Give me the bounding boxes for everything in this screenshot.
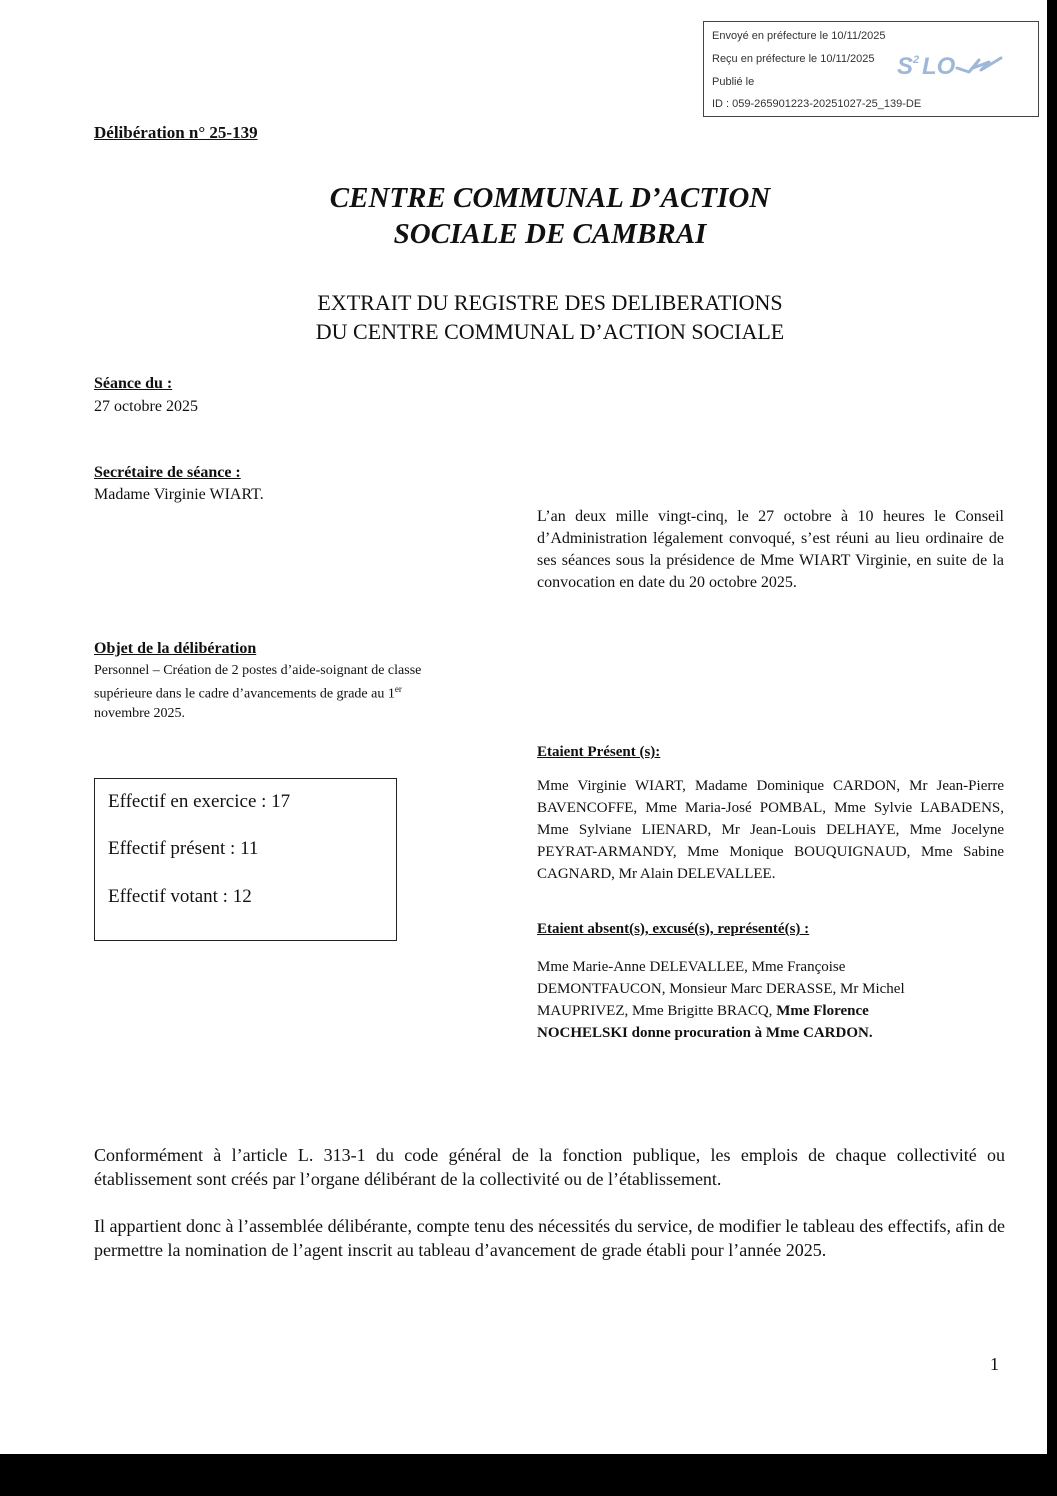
page-subtitle-line1: EXTRAIT DU REGISTRE DES DELIBERATIONS: [317, 290, 783, 315]
effectif-votant: Effectif votant : 12: [108, 886, 252, 907]
stamp-id: ID : 059-265901223-20251027-25_139-DE: [712, 98, 922, 110]
page-title-line2: SOCIALE DE CAMBRAI: [393, 218, 707, 250]
page-title-line1: CENTRE COMMUNAL D’ACTION: [329, 182, 771, 214]
presents-list: Mme Virginie WIART, Madame Dominique CARDON, Mr Jean-Pierre BAVENCOFFE, Mme Maria-José POMBAL, Mme Sylvie LABADENS, Mme Sylviane LIENARD, Mr Jean-Louis DELHAYE, Mme Jocelyne PEYRAT-ARMANDY, Mme Monique BOUQUIGNAUD, Mme Sabine CAGNARD, Mr Alain DELEVALLEE.: [537, 778, 1004, 882]
prefecture-stamp: [703, 21, 1039, 117]
session-intro: L’an deux mille vingt-cinq, le 27 octobre à 10 heures le Conseil d’Administration légalement convoqué, s’est réuni au lieu ordinaire de ses séances sous la présidence de Mme WIART Virginie, en suite de la convocation en date du 20 octobre 2025.: [537, 508, 1004, 591]
secretaire-label: Secrétaire de séance :: [94, 464, 241, 481]
body-paragraph-1: Conformément à l’article L. 313-1 du code général de la fonction publique, les emplois de chaque collectivité ou établissement sont créés par l’organe délibérant de la collectivité ou de l’établissement.: [94, 1145, 1005, 1189]
objet-text-end: novembre 2025.: [94, 705, 185, 721]
seance-label: Séance du :: [94, 375, 173, 392]
effectif-exercice: Effectif en exercice : 17: [108, 791, 291, 812]
svg-text:S: S: [897, 53, 914, 78]
absents-list: [537, 956, 949, 1044]
effectif-present: Effectif présent : 11: [108, 838, 259, 859]
svg-text:LO: LO: [922, 53, 956, 78]
objet-text: [94, 661, 450, 723]
scan-edge-bottom: [0, 1454, 1057, 1496]
page-number: 1: [990, 1354, 999, 1374]
page-subtitle-line2: DU CENTRE COMMUNAL D’ACTION SOCIALE: [315, 319, 785, 344]
svg-text:2: 2: [913, 54, 920, 66]
presents-label: Etaient Présent (s):: [537, 744, 661, 760]
secretaire-name: Madame Virginie WIART.: [94, 486, 264, 503]
absents-label: Etaient absent(s), excusé(s), représenté(s) :: [537, 921, 810, 937]
deliberation-number: Délibération n° 25-139: [94, 123, 258, 142]
seance-date: 27 octobre 2025: [94, 398, 198, 415]
objet-superscript: er: [394, 684, 402, 694]
objet-label: Objet de la délibération: [94, 640, 257, 657]
stamp-received-date: Reçu en préfecture le 10/11/2025: [712, 53, 875, 65]
body-paragraph-2: Il appartient donc à l’assemblée délibérante, compte tenu des nécessités du service, de modifier le tableau des effectifs, afin de permettre la nomination de l’agent inscrit au tableau d’avancement de grade établi pour l’année 2025.: [94, 1216, 1005, 1260]
effectifs-box: [94, 778, 397, 941]
scan-edge-right: [1047, 0, 1057, 1496]
procuration-text: Mme Florence NOCHELSKI donne procuration à Mme CARDON.: [537, 1003, 873, 1041]
stamp-published: Publié le: [712, 76, 755, 88]
objet-text-main: Personnel – Création de 2 postes d’aide-soignant de classe supérieure dans le cadre d’avancements de grade au 1: [94, 663, 422, 702]
s2lo-logo-icon: [897, 52, 1005, 78]
stamp-sent-date: Envoyé en préfecture le 10/11/2025: [712, 30, 886, 42]
absents-text: Mme Marie-Anne DELEVALLEE, Mme Françoise DEMONTFAUCON, Monsieur Marc DERASSE, Mr Michel MAUPRIVEZ, Mme Brigitte BRACQ,: [537, 959, 905, 1019]
